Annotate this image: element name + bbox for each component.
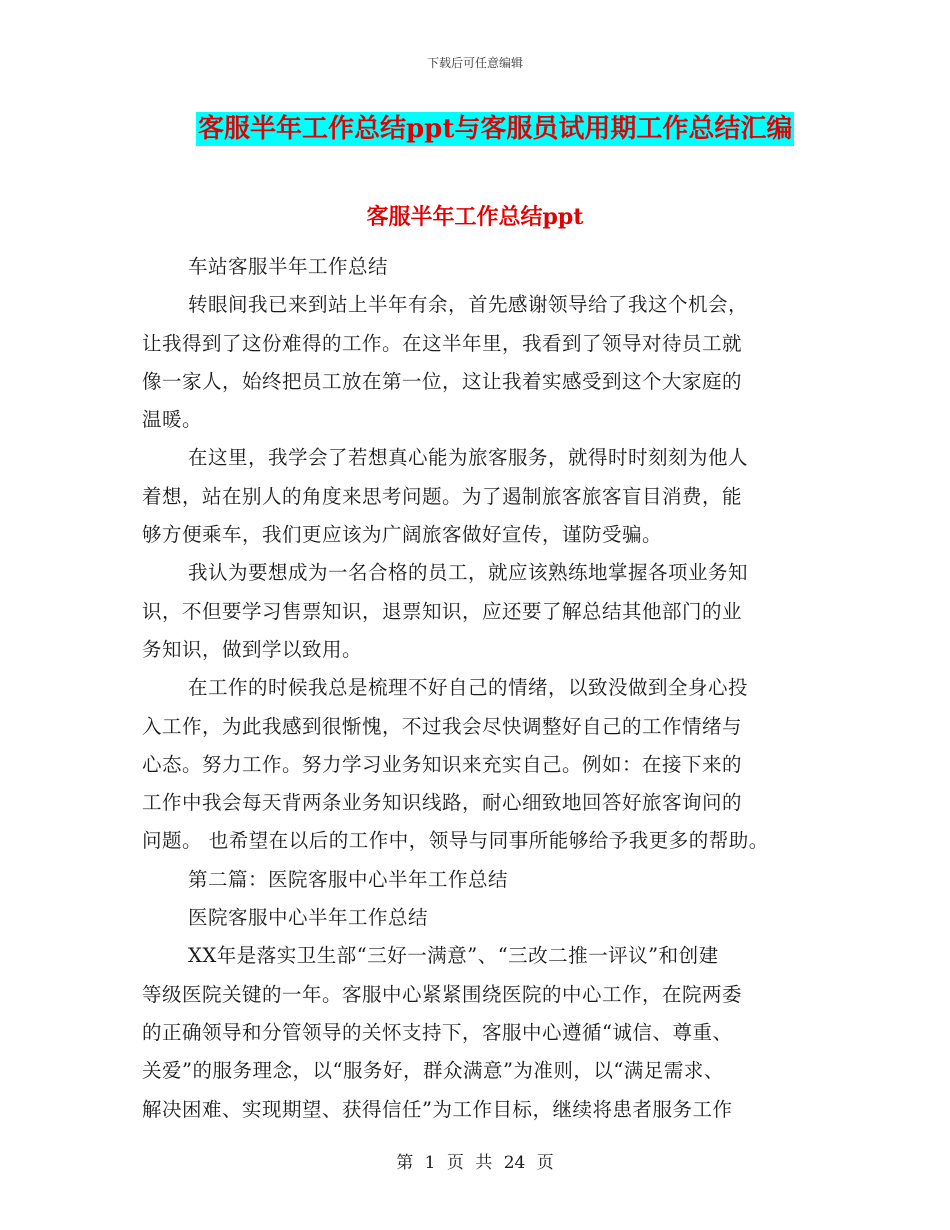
text-line: 让我得到了这份难得的工作。在这半年里，我看到了领导对待员工就 [142, 331, 743, 355]
text-line: 转眼间我已来到站上半年有余，首先感谢领导给了我这个机会， [188, 293, 749, 317]
header-note: 下载后可任意编辑 [426, 56, 523, 70]
text-line: 心态。努力工作。努力学习业务知识来充实自己。例如：在接下来的 [142, 752, 743, 776]
text-line: 关爱”的服务理念，以“服务好，群众满意”为准则，以“满足需求、 [142, 1059, 724, 1083]
text-line: 在这里，我学会了若想真心能为旅客服务，就得时时刻刻为他人 [188, 446, 749, 470]
text-line: 在工作的时候我总是梳理不好自己的情绪，以致没做到全身心投 [188, 676, 749, 700]
document-body [142, 248, 826, 1129]
document-subtitle: 客服半年工作总结ppt [366, 204, 584, 230]
text-line: 像一家人，始终把员工放在第一位，这让我着实感受到这个大家庭的 [142, 369, 743, 393]
text-line: 够方便乘车，我们更应该为广阔旅客做好宣传，谨防受骗。 [142, 523, 663, 547]
text-line: 的正确领导和分管领导的关怀支持下，客服中心遵循“诚信、尊重、 [142, 1020, 733, 1044]
text-line: 解决困难、实现期望、获得信任”为工作目标，继续将患者服务工作 [142, 1097, 733, 1121]
text-line: 入工作，为此我感到很惭愧，不过我会尽快调整好自己的工作情绪与 [142, 714, 743, 738]
text-line: 我认为要想成为一名合格的员工，就应该熟练地掌握各项业务知 [188, 561, 749, 585]
text-line: XX年是落实卫生部“三好一满意”、“三改二推一评议”和创建 [188, 944, 719, 968]
text-line: 温暖。 [142, 408, 203, 432]
text-line: 医院客服中心半年工作总结 [188, 906, 429, 930]
page-number: 第 1 页 共 24 页 [396, 1153, 554, 1173]
document-title: 客服半年工作总结ppt与客服员试用期工作总结汇编 [198, 114, 793, 144]
text-line: 务知识，做到学以致用。 [142, 637, 363, 661]
text-line: 工作中我会每天背两条业务知识线路，耐心细致地回答好旅客询问的 [142, 791, 743, 815]
title-container [196, 112, 794, 146]
text-line: 问题。 也希望在以后的工作中，领导与同事所能够给予我更多的帮助。 [142, 829, 769, 853]
text-line: 车站客服半年工作总结 [188, 255, 389, 278]
text-line: 着想，站在别人的角度来思考问题。为了遏制旅客旅客盲目消费，能 [142, 484, 743, 508]
text-line: 识，不但要学习售票知识，退票知识，应还要了解总结其他部门的业 [142, 599, 743, 623]
text-line: 等级医院关键的一年。客服中心紧紧围绕医院的中心工作，在院两委 [142, 982, 743, 1006]
text-line: 第二篇：医院客服中心半年工作总结 [188, 867, 509, 891]
